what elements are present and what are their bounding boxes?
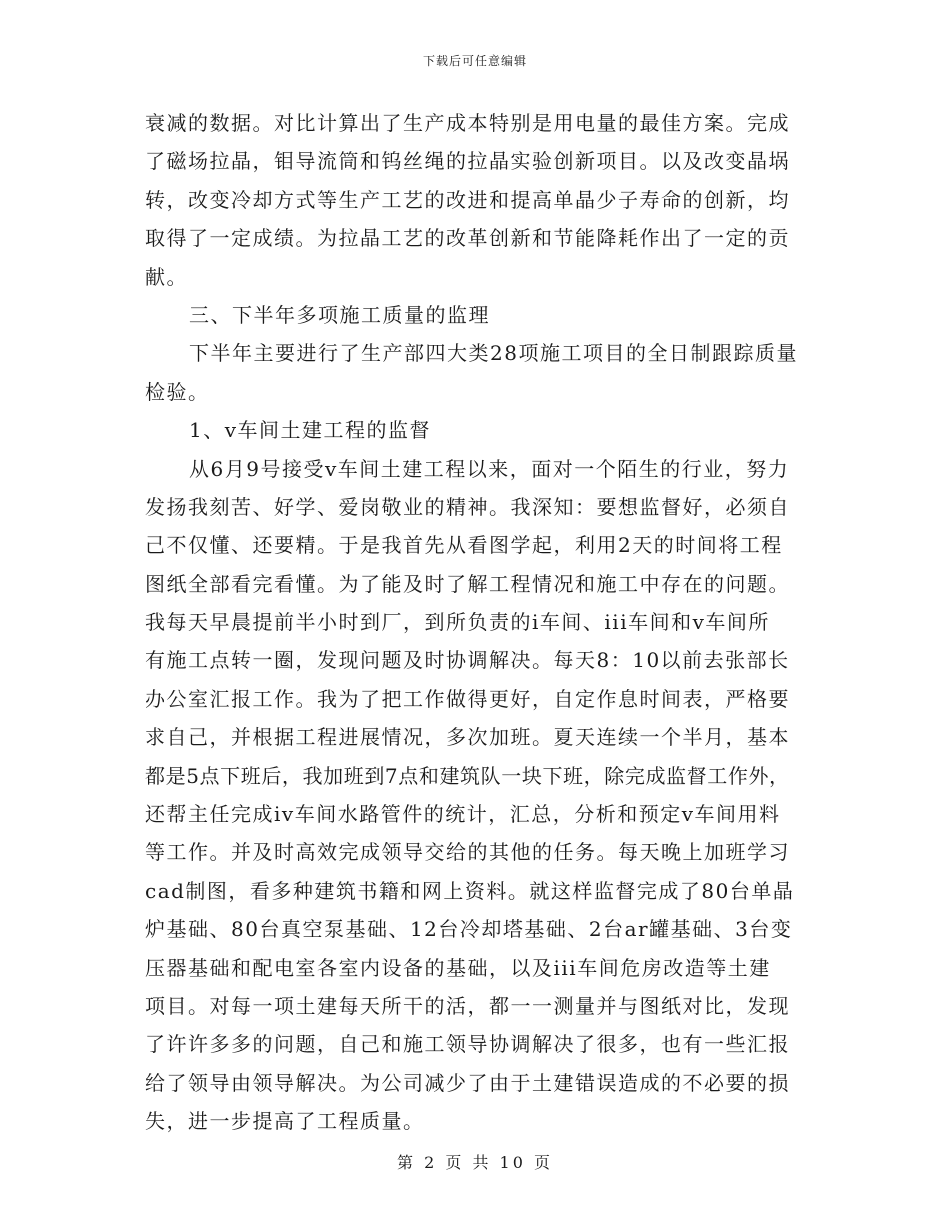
paragraph-line: 办公室汇报工作。我为了把工作做得更好，自定作息时间表，严格要	[145, 686, 790, 711]
page-number-footer: 第 2 页 共 10 页	[397, 1153, 553, 1172]
paragraph-line: 炉基础、80台真空泵基础、12台冷却塔基础、2台ar罐基础、3台变	[145, 917, 793, 942]
paragraph-line: 我每天早晨提前半小时到厂，到所负责的i车间、iii车间和v车间所	[145, 610, 770, 635]
paragraph-line: 衰减的数据。对比计算出了生产成本特别是用电量的最佳方案。完成	[145, 111, 790, 135]
paragraph-line: 了许许多多的问题，自己和施工领导协调解决了很多，也有一些汇报	[145, 1032, 790, 1057]
paragraph-line: 有施工点转一圈，发现问题及时协调解决。每天8：10以前去张部长	[145, 648, 790, 673]
document-body	[145, 104, 825, 1141]
paragraph-line: 检验。	[145, 379, 210, 404]
paragraph-line: 压器基础和配电室各室内设备的基础，以及iii车间危房改造等土建	[145, 955, 771, 980]
paragraph-line: 转，改变冷却方式等生产工艺的改进和提高单晶少子寿命的创新，均	[145, 187, 790, 212]
paragraph-line: 从6月9号接受v车间土建工程以来，面对一个陌生的行业，努力	[189, 456, 790, 481]
paragraph-line: 都是5点下班后，我加班到7点和建筑队一块下班，除完成监督工作外，	[145, 763, 790, 788]
paragraph-line: 等工作。并及时高效完成领导交给的其他的任务。每天晚上加班学习	[145, 840, 790, 865]
paragraph-line: 发扬我刻苦、好学、爱岗敬业的精神。我深知：要想监督好，必须自	[145, 494, 790, 519]
paragraph-line: 给了领导由领导解决。为公司减少了由于土建错误造成的不必要的损	[145, 1070, 790, 1095]
paragraph-line: 取得了一定成绩。为拉晶工艺的改革创新和节能降耗作出了一定的贡	[145, 226, 790, 251]
paragraph-line: 图纸全部看完看懂。为了能及时了解工程情况和施工中存在的问题。	[145, 571, 790, 596]
paragraph-line: 失，进一步提高了工程质量。	[145, 1109, 425, 1134]
paragraph-line: 还帮主任完成iv车间水路管件的统计，汇总，分析和预定v车间用料	[145, 802, 781, 827]
subsection-heading: 1、v车间土建工程的监督	[189, 418, 432, 443]
paragraph-line: 下半年主要进行了生产部四大类28项施工项目的全日制跟踪质量	[189, 341, 798, 366]
paragraph-line: 献。	[145, 264, 188, 289]
paragraph-line: 己不仅懂、还要精。于是我首先从看图学起，利用2天的时间将工程	[145, 533, 783, 558]
paragraph-line: 项目。对每一项土建每天所干的活，都一一测量并与图纸对比，发现	[145, 993, 790, 1018]
paragraph-line: cad制图，看多种建筑书籍和网上资料。就这样监督完成了80台单晶	[145, 878, 795, 903]
page-header-note: 下载后可任意编辑	[422, 54, 527, 68]
paragraph-line: 了磁场拉晶，钼导流筒和钨丝绳的拉晶实验创新项目。以及改变晶埚	[145, 149, 790, 174]
section-heading: 三、下半年多项施工质量的监理	[189, 302, 490, 327]
paragraph-line: 求自己，并根据工程进展情况，多次加班。夏天连续一个半月，基本	[145, 725, 790, 750]
